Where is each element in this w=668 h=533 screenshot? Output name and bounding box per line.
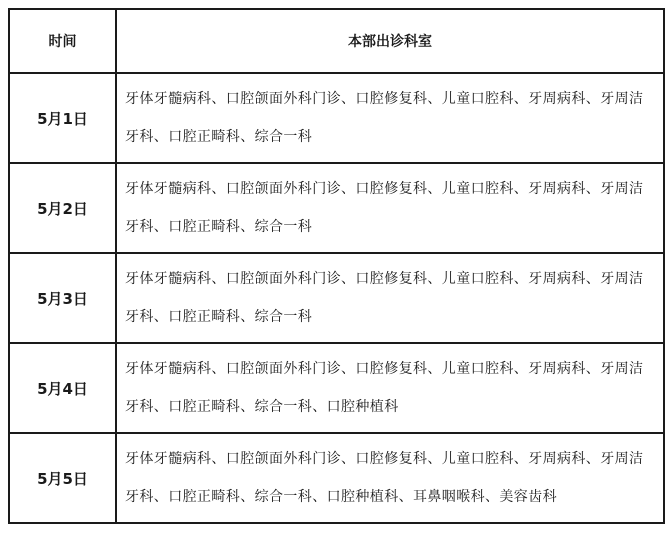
departments-cell: 牙体牙髓病科、口腔颌面外科门诊、口腔修复科、儿童口腔科、牙周病科、牙周洁牙科、口腔正畸科、综合一科、口腔种植科	[116, 343, 664, 433]
date-label: 5月4日	[37, 379, 88, 398]
date-cell	[9, 433, 116, 523]
schedule-table	[8, 8, 665, 524]
table-row	[9, 253, 664, 343]
date-cell	[9, 73, 116, 163]
time-column-header: 时间	[9, 9, 116, 73]
date-cell	[9, 253, 116, 343]
header-row	[9, 9, 664, 73]
date-cell	[9, 343, 116, 433]
date-label: 5月5日	[37, 469, 88, 488]
departments-cell: 牙体牙髓病科、口腔颌面外科门诊、口腔修复科、儿童口腔科、牙周病科、牙周洁牙科、口腔正畸科、综合一科	[116, 253, 664, 343]
table-row	[9, 433, 664, 523]
departments-column-header: 本部出诊科室	[116, 9, 664, 73]
departments-cell: 牙体牙髓病科、口腔颌面外科门诊、口腔修复科、儿童口腔科、牙周病科、牙周洁牙科、口腔正畸科、综合一科	[116, 73, 664, 163]
table-row	[9, 163, 664, 253]
departments-cell: 牙体牙髓病科、口腔颌面外科门诊、口腔修复科、儿童口腔科、牙周病科、牙周洁牙科、口腔正畸科、综合一科、口腔种植科、耳鼻咽喉科、美容齿科	[116, 433, 664, 523]
table-row	[9, 73, 664, 163]
date-label: 5月1日	[37, 109, 88, 128]
date-label: 5月3日	[37, 289, 88, 308]
date-cell	[9, 163, 116, 253]
table-row	[9, 343, 664, 433]
departments-cell: 牙体牙髓病科、口腔颌面外科门诊、口腔修复科、儿童口腔科、牙周病科、牙周洁牙科、口腔正畸科、综合一科	[116, 163, 664, 253]
date-label: 5月2日	[37, 199, 88, 218]
